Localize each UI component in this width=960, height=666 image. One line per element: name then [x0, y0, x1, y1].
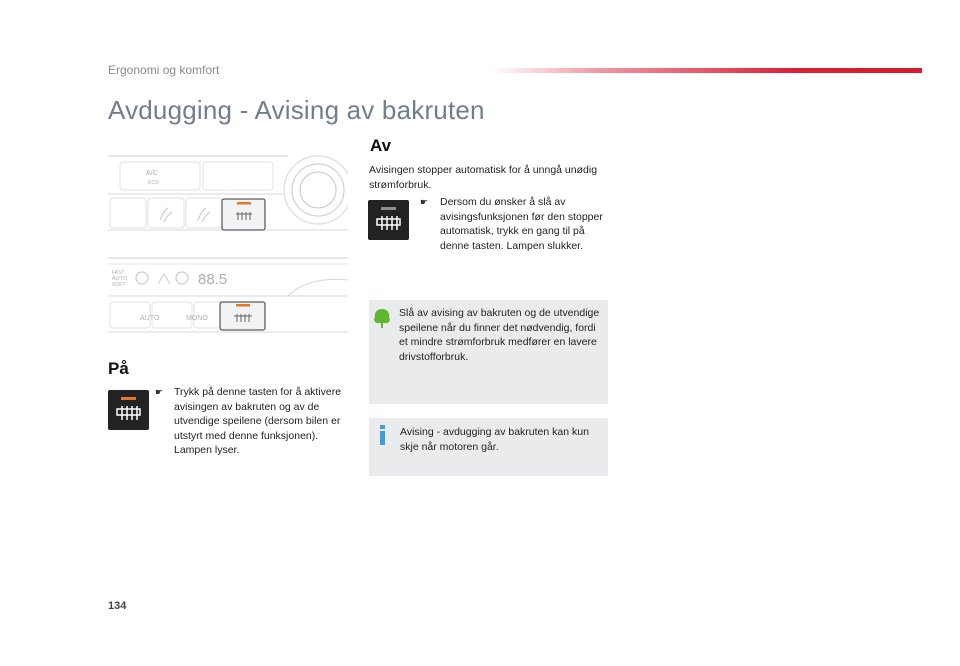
- pa-bullet-text: Trykk på denne tasten for å aktivere avisingen av bakruten og av de utvendige speilene (dersom bilen er utstyrt med denne funksjonen). Lampen lyser.: [174, 386, 342, 456]
- auto-mode-label: AUTO: [112, 276, 128, 282]
- info-note-text: Avising - avdugging av bakruten kan kun skje når motoren går.: [400, 426, 589, 453]
- auto-button-label: AUTO: [140, 315, 160, 322]
- climate-panel-automatic-svg: [108, 256, 348, 336]
- mono-button-label: MONO: [186, 315, 208, 322]
- av-bullet-text: Dersom du ønsker å slå av avisingsfunksjonen før den stopper automatisk, trykk en gang til på denne tasten. Lampen slukker.: [440, 196, 603, 252]
- fast-label: FAST: [112, 270, 125, 276]
- rear-defrost-off-icon: [368, 200, 409, 240]
- av-intro-text: Avisingen stopper automatisk for å unngå unødig strømforbruk.: [369, 164, 598, 191]
- eco-note-text: Slå av avising av bakruten og de utvendige speilene når du finner det nødvendig, fordi et mindre strømforbruk medfører en lavere drivstofforbruk.: [399, 307, 600, 363]
- climate-panel-manual-illustration: [108, 150, 348, 235]
- ac-label: A/C: [146, 170, 158, 177]
- bullet-marker: ☛: [420, 197, 429, 207]
- temperature-display: 88.5: [198, 271, 228, 288]
- climate-panel-automatic-illustration: [108, 256, 348, 336]
- section-heading-av: Av: [370, 136, 392, 155]
- header-accent-bar: [490, 68, 922, 73]
- bullet-marker: ☛: [155, 387, 164, 397]
- info-icon: [378, 425, 388, 450]
- soft-label: SOFT: [112, 282, 126, 288]
- climate-panel-manual-svg: [108, 150, 348, 235]
- page-number: 134: [108, 600, 127, 612]
- indicator-lamp: [237, 202, 251, 205]
- indicator-lamp: [236, 304, 250, 307]
- rear-defrost-on-icon: [108, 390, 149, 430]
- page-title: Avdugging - Avising av bakruten: [108, 95, 485, 125]
- section-label: Ergonomi og komfort: [108, 63, 220, 77]
- section-heading-pa: På: [108, 359, 129, 378]
- eco-tree-icon: [373, 308, 391, 333]
- ac-sub-label: ECO: [148, 180, 159, 186]
